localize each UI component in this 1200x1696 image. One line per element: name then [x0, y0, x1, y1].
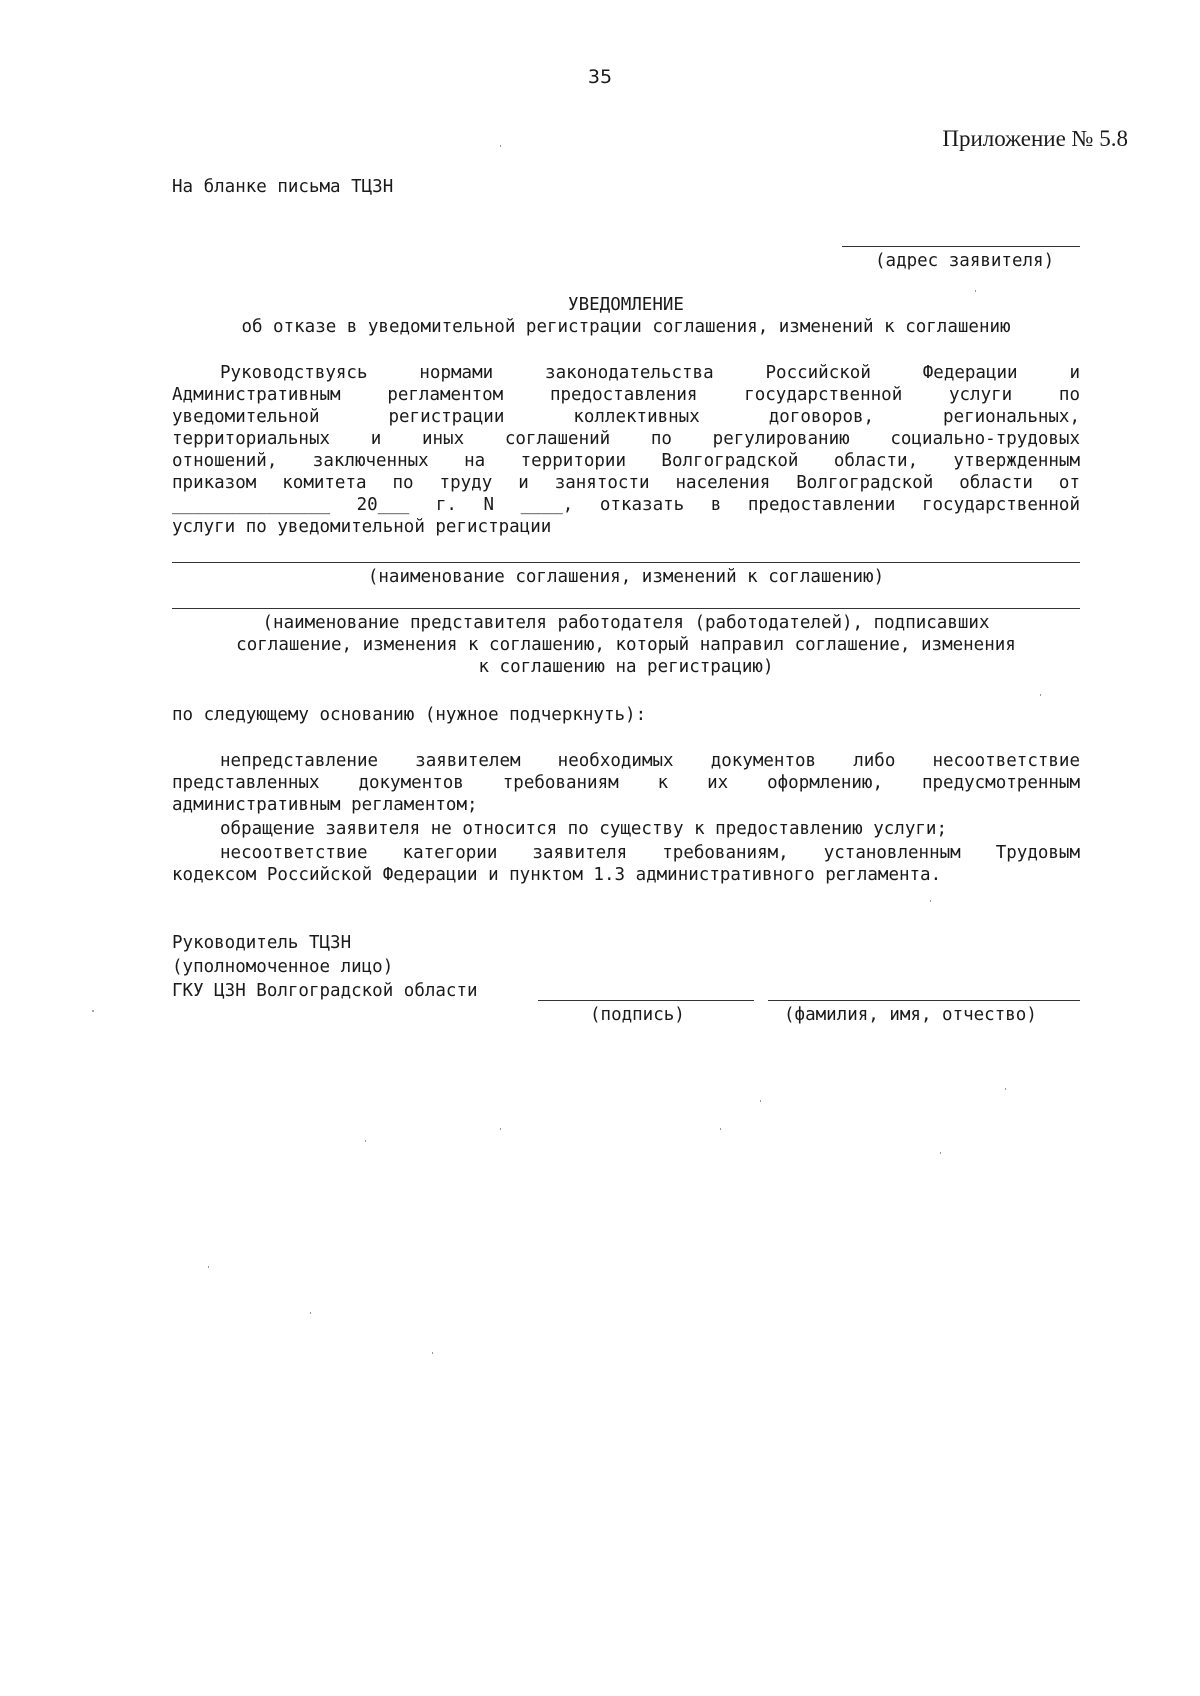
full-name-caption: (фамилия, имя, отчество)	[784, 1005, 1037, 1025]
appendix-label: Приложение № 5.8	[942, 126, 1128, 151]
body-line-3: уведомительной регистрации коллективных договоров, региональных,	[172, 407, 1080, 427]
body-line-2: Административным регламентом предоставления государственной услуги по	[172, 385, 1080, 405]
employer-caption-line-2: соглашение, изменения к соглашению, который направил соглашение, изменения	[236, 635, 1016, 655]
document-title: УВЕДОМЛЕНИЕ	[568, 295, 684, 315]
address-line	[842, 246, 1080, 247]
full-name-line	[768, 1000, 1080, 1001]
employer-caption-line-1: (наименование представителя работодателя (работодателей), подписавших	[262, 613, 990, 633]
employer-name-line	[172, 608, 1080, 609]
agreement-name-line	[172, 562, 1080, 563]
address-caption: (адрес заявителя)	[875, 251, 1055, 271]
ground-1-line-2: представленных документов требованиям к их оформлению, предусмотренным	[172, 773, 1080, 793]
ground-1-line-3: административным регламентом;	[172, 795, 478, 815]
employer-caption-line-3: к соглашению на регистрацию)	[478, 657, 774, 677]
letterhead-note: На бланке письма ТЦЗН	[172, 177, 394, 197]
signature-title-line-2: (уполномоченное лицо)	[172, 957, 394, 977]
ground-3-line-1: несоответствие категории заявителя требованиям, установленным Трудовым	[220, 843, 1080, 863]
ground-3-line-2: кодексом Российской Федерации и пунктом 1.3 административного регламента.	[172, 865, 942, 885]
signature-caption: (подпись)	[590, 1005, 685, 1025]
body-line-7: _______________ 20___ г. N ____, отказать в предоставлении государственной	[172, 495, 1080, 515]
signature-title-line-1: Руководитель ТЦЗН	[172, 933, 352, 953]
signature-line	[538, 1000, 754, 1001]
body-line-5: отношений, заключенных на территории Волгоградской области, утвержденным	[172, 451, 1080, 471]
agreement-name-caption: (наименование соглашения, изменений к соглашению)	[367, 567, 885, 587]
body-line-8: услуги по уведомительной регистрации	[172, 517, 552, 537]
signature-title-line-3: ГКУ ЦЗН Волгоградской области	[172, 981, 478, 1001]
page-number: 35	[587, 66, 613, 88]
grounds-intro: по следующему основанию (нужное подчеркнуть):	[172, 705, 647, 725]
body-line-6: приказом комитета по труду и занятости населения Волгоградской области от	[172, 473, 1080, 493]
body-line-1: Руководствуясь нормами законодательства Российской Федерации и	[220, 363, 1080, 383]
body-line-4: территориальных и иных соглашений по регулированию социально-трудовых	[172, 429, 1080, 449]
ground-2-line-1: обращение заявителя не относится по существу к предоставлению услуги;	[220, 819, 947, 839]
ground-1-line-1: непредставление заявителем необходимых документов либо несоответствие	[220, 751, 1080, 771]
document-subtitle: об отказе в уведомительной регистрации соглашения, изменений к соглашению	[241, 317, 1011, 337]
